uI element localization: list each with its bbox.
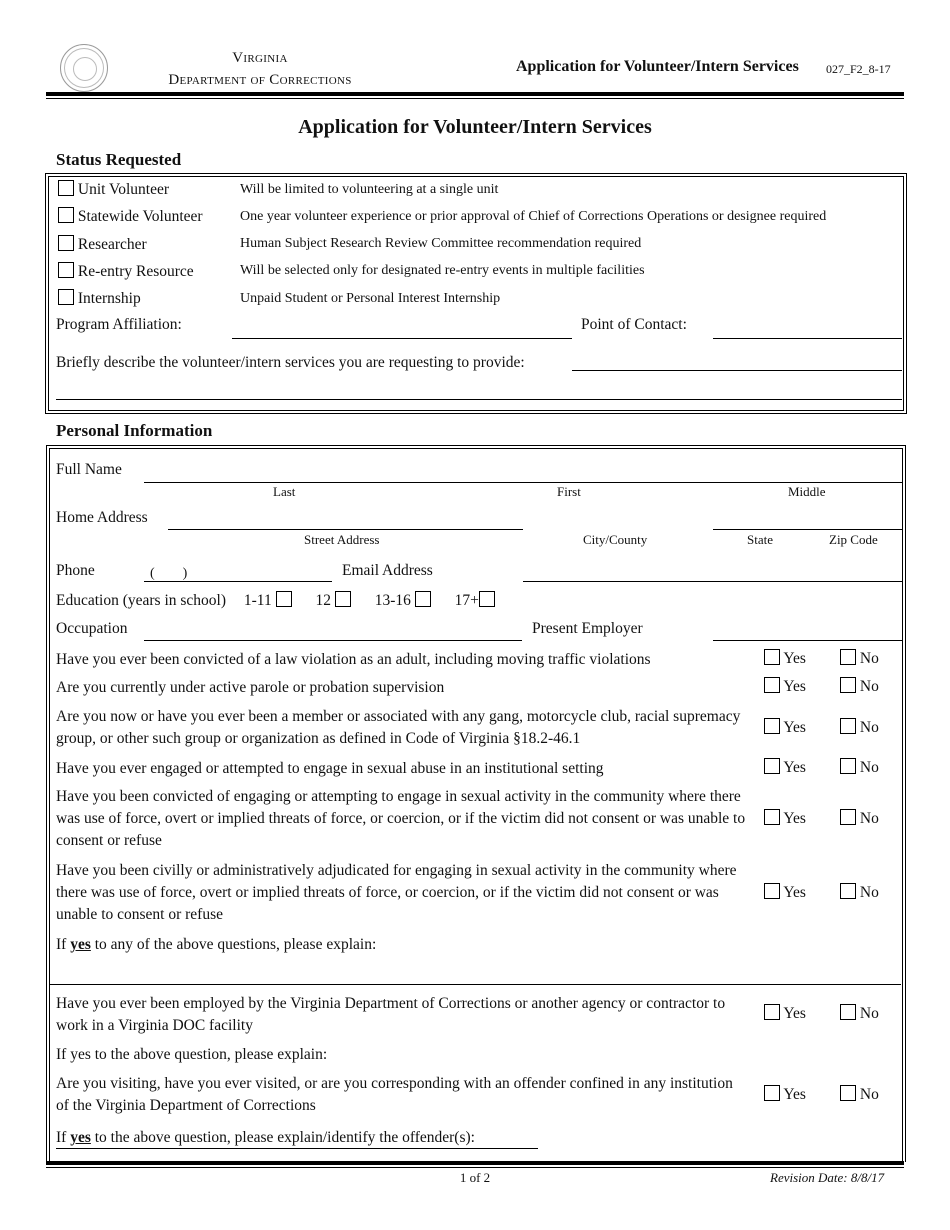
- describe-services-field-line2[interactable]: [56, 399, 902, 400]
- program-affiliation-field[interactable]: [232, 338, 572, 339]
- occupation-field[interactable]: [144, 640, 522, 641]
- yes-option[interactable]: [764, 1085, 806, 1104]
- first-name-caption: First: [557, 484, 581, 499]
- status-option-desc: Will be selected only for designated re-entry events in multiple facilities: [240, 263, 645, 278]
- status-option-statewide[interactable]: [58, 207, 203, 226]
- yes-label: Yes: [783, 1005, 806, 1022]
- full-name-label: Full Name: [56, 461, 122, 478]
- agency-line-2: Department of Corrections: [168, 72, 352, 88]
- unit-volunteer-checkbox[interactable]: [58, 180, 74, 196]
- no-checkbox[interactable]: [840, 718, 856, 734]
- status-option-label: Statewide Volunteer: [77, 208, 203, 225]
- yes-option[interactable]: [764, 1004, 806, 1023]
- no-label: No: [859, 759, 879, 776]
- no-label: No: [859, 1005, 879, 1022]
- agency-line-1: Virginia: [232, 50, 288, 66]
- phone-label: Phone: [56, 562, 95, 579]
- status-heading: Status Requested: [56, 150, 182, 169]
- question-text: Are you currently under active parole or probation supervision: [56, 679, 445, 696]
- education-row: [56, 591, 495, 610]
- yes-checkbox[interactable]: [764, 1004, 780, 1020]
- explain-text: to the above question, please explain/identify the offender(s):: [90, 1129, 475, 1146]
- email-label: Email Address: [342, 562, 433, 579]
- yes-label: Yes: [783, 884, 806, 901]
- no-label: No: [859, 650, 879, 667]
- no-option[interactable]: [840, 677, 879, 696]
- edu-1-11-checkbox[interactable]: [276, 591, 292, 607]
- street-caption: Street Address: [304, 532, 380, 547]
- email-field[interactable]: [523, 581, 902, 582]
- footer-rule: [46, 1161, 904, 1165]
- no-option[interactable]: [840, 1085, 879, 1104]
- education-label: Education (years in school): [56, 592, 227, 609]
- question-text: Have you been civilly or administratively adjudicated for engaging in sexual activity in the community where there was use of force, overt or implied threats of force, or coercion, or if the victim did not consent or was unable to consent or refuse: [56, 862, 737, 923]
- status-option-unit[interactable]: [58, 180, 169, 199]
- state-caption: State: [747, 532, 773, 547]
- state-zip-field[interactable]: [713, 529, 902, 530]
- question-text: Have you been convicted of engaging or attempting to engage in sexual activity in the community where there was use of force, overt or implied threats of force, or coercion, or if the victim did not consent or was unable to consent or refuse: [56, 788, 746, 849]
- no-checkbox[interactable]: [840, 1085, 856, 1101]
- no-option[interactable]: [840, 758, 879, 777]
- yes-checkbox[interactable]: [764, 883, 780, 899]
- yes-checkbox[interactable]: [764, 758, 780, 774]
- yes-checkbox[interactable]: [764, 718, 780, 734]
- explain-text: If: [56, 1129, 71, 1146]
- yes-option[interactable]: [764, 883, 806, 902]
- internship-checkbox[interactable]: [58, 289, 74, 305]
- zip-caption: Zip Code: [829, 532, 878, 547]
- agency-name: [150, 47, 370, 91]
- question-text: Are you now or have you ever been a member or associated with any gang, motorcycle club, racial supremacy group, or other such group or organization as defined in Code of Virginia §18.2-46.1: [56, 708, 741, 747]
- phone-mask: ( ): [150, 566, 188, 581]
- edu-option-label: 1-11: [243, 592, 272, 609]
- explain-text: to any of the above questions, please explain:: [90, 936, 377, 953]
- header-title: Application for Volunteer/Intern Services: [516, 58, 799, 75]
- point-of-contact-label: Point of Contact:: [581, 316, 687, 333]
- header-rule-thin: [46, 98, 904, 99]
- yes-option[interactable]: [764, 718, 806, 737]
- explain-yes-emphasis: yes: [70, 1129, 91, 1146]
- yes-label: Yes: [783, 1086, 806, 1103]
- employer-label: Present Employer: [532, 620, 643, 637]
- page-number: 1 of 2: [459, 1170, 491, 1185]
- explain-yes-emphasis: yes: [70, 936, 91, 953]
- last-name-caption: Last: [273, 484, 296, 499]
- status-option-desc: One year volunteer experience or prior approval of Chief of Corrections Operations or designee required: [240, 209, 827, 224]
- status-option-reentry[interactable]: [58, 262, 194, 281]
- status-option-desc: Will be limited to volunteering at a single unit: [240, 182, 499, 197]
- header-rule: [46, 92, 904, 96]
- question-text: Have you ever been convicted of a law violation as an adult, including moving traffic violations: [56, 651, 651, 668]
- question-text: Are you visiting, have you ever visited, or are you corresponding with an offender confined in any institution of the Virginia Department of Corrections: [56, 1075, 733, 1114]
- yes-label: Yes: [783, 650, 806, 667]
- explain-2-label: If yes to the above question, please explain:: [56, 1046, 328, 1063]
- no-option[interactable]: [840, 883, 879, 902]
- page-title: Application for Volunteer/Intern Services: [298, 116, 652, 138]
- yes-checkbox[interactable]: [764, 649, 780, 665]
- no-label: No: [859, 678, 879, 695]
- city-caption: City/County: [583, 532, 648, 547]
- edu-option-label: 17+: [454, 592, 479, 609]
- form-id: 027_F2_8-17: [826, 62, 891, 76]
- researcher-checkbox[interactable]: [58, 235, 74, 251]
- status-option-internship[interactable]: [58, 289, 141, 308]
- edu-option-label: 13-16: [374, 592, 411, 609]
- no-label: No: [859, 810, 879, 827]
- offender-field[interactable]: [56, 1148, 538, 1149]
- status-option-desc: Unpaid Student or Personal Interest Internship: [240, 291, 501, 306]
- no-label: No: [859, 719, 879, 736]
- revision-date: Revision Date: 8/8/17: [770, 1170, 885, 1185]
- question-text: Have you ever engaged or attempted to engage in sexual abuse in an institutional setting: [56, 760, 604, 777]
- yes-checkbox[interactable]: [764, 809, 780, 825]
- middle-name-caption: Middle: [788, 484, 826, 499]
- statewide-volunteer-checkbox[interactable]: [58, 207, 74, 223]
- footer-rule-thin: [46, 1167, 904, 1168]
- yes-label: Yes: [783, 678, 806, 695]
- no-checkbox[interactable]: [840, 758, 856, 774]
- phone-field[interactable]: [144, 581, 332, 582]
- describe-services-field[interactable]: [572, 370, 902, 371]
- virginia-seal-logo: [60, 44, 108, 92]
- status-option-label: Unit Volunteer: [77, 181, 170, 198]
- section-divider: [49, 984, 901, 985]
- no-option[interactable]: [840, 1004, 879, 1023]
- question-text: Have you ever been employed by the Virginia Department of Corrections or another agency or contractor to work in a Virginia DOC facility: [56, 995, 726, 1034]
- yes-option[interactable]: [764, 677, 806, 696]
- explain-3-label: [56, 1127, 746, 1149]
- street-address-field[interactable]: [168, 529, 523, 530]
- yes-label: Yes: [783, 759, 806, 776]
- program-affiliation-label: Program Affiliation:: [56, 316, 182, 333]
- no-checkbox[interactable]: [840, 809, 856, 825]
- no-option[interactable]: [840, 718, 879, 737]
- occupation-label: Occupation: [56, 620, 128, 637]
- no-option[interactable]: [840, 809, 879, 828]
- edu-12-checkbox[interactable]: [335, 591, 351, 607]
- status-option-label: Researcher: [77, 236, 147, 253]
- no-checkbox[interactable]: [840, 1004, 856, 1020]
- yes-checkbox[interactable]: [764, 1085, 780, 1101]
- yes-checkbox[interactable]: [764, 677, 780, 693]
- status-option-desc: Human Subject Research Review Committee recommendation required: [240, 236, 642, 251]
- edu-option-label: 12: [315, 592, 331, 609]
- no-checkbox[interactable]: [840, 649, 856, 665]
- full-name-field[interactable]: [144, 482, 902, 483]
- yes-label: Yes: [783, 719, 806, 736]
- describe-services-label: Briefly describe the volunteer/intern services you are requesting to provide:: [56, 354, 525, 371]
- explain-1-label: [56, 934, 746, 956]
- no-label: No: [859, 1086, 879, 1103]
- edu-17-plus-checkbox[interactable]: [479, 591, 495, 607]
- point-of-contact-field[interactable]: [713, 338, 902, 339]
- no-label: No: [859, 884, 879, 901]
- no-checkbox[interactable]: [840, 677, 856, 693]
- yes-option[interactable]: [764, 649, 806, 668]
- no-option[interactable]: [840, 649, 879, 668]
- yes-option[interactable]: [764, 758, 806, 777]
- personal-heading: Personal Information: [56, 421, 213, 440]
- status-option-researcher[interactable]: [58, 235, 147, 254]
- employer-field[interactable]: [713, 640, 902, 641]
- no-checkbox[interactable]: [840, 883, 856, 899]
- reentry-resource-checkbox[interactable]: [58, 262, 74, 278]
- status-option-label: Re-entry Resource: [77, 263, 194, 280]
- explain-text: If: [56, 936, 71, 953]
- status-option-label: Internship: [77, 290, 141, 307]
- yes-option[interactable]: [764, 809, 806, 828]
- home-address-label: Home Address: [56, 509, 148, 526]
- edu-13-16-checkbox[interactable]: [415, 591, 431, 607]
- yes-label: Yes: [783, 810, 806, 827]
